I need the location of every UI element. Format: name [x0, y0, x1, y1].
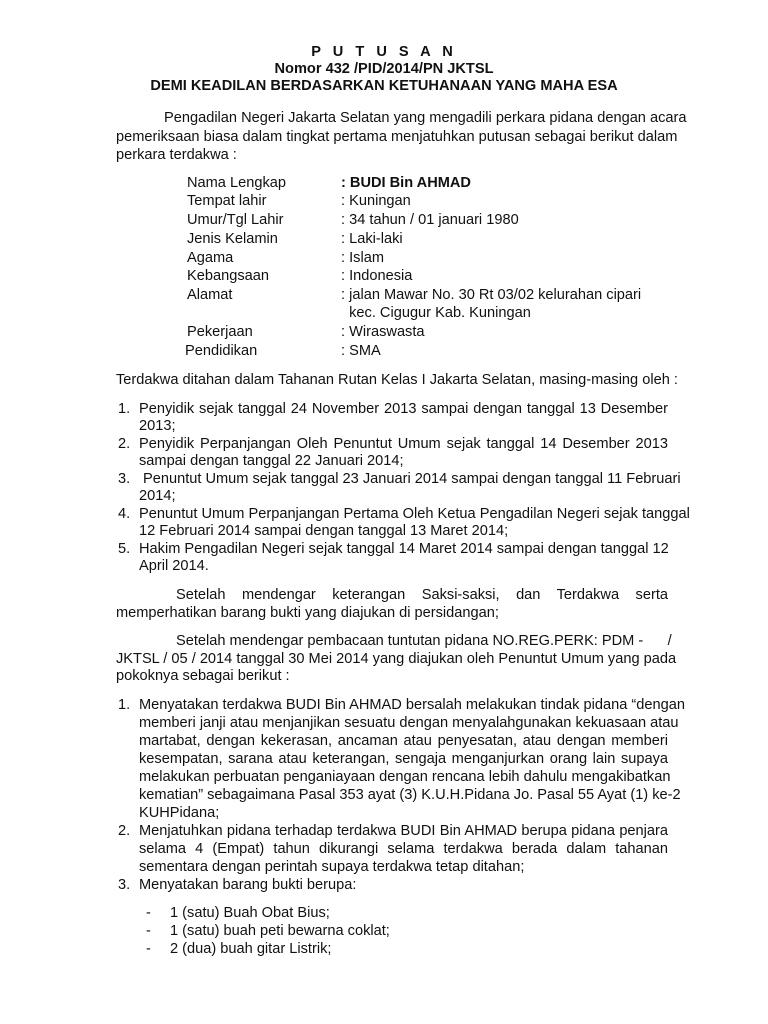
list-item: 2014;: [139, 488, 176, 504]
list-item: Penuntut Umum Perpanjangan Pertama Oleh Ketua Pengadilan Negeri sejak tanggal: [139, 506, 690, 522]
list-number: 4.: [118, 506, 131, 522]
identity-label: Kebangsaan: [187, 268, 269, 284]
paragraph-line: memperhatikan barang bukti yang diajukan di persidangan;: [116, 605, 499, 621]
document-subtitle: DEMI KEADILAN BERDASARKAN KETUHANAAN YANG MAHA ESA: [150, 78, 618, 94]
identity-value: : 34 tahun / 01 januari 1980: [341, 212, 519, 228]
paragraph-line: JKTSL / 05 / 2014 tanggal 30 Mei 2014 yang diajukan oleh Penuntut Umum yang pada: [116, 651, 677, 667]
identity-value: kec. Cigugur Kab. Kuningan: [341, 305, 531, 321]
identity-value: : BUDI Bin AHMAD: [341, 175, 471, 191]
identity-value: : Indonesia: [341, 268, 413, 284]
identity-value: : Wiraswasta: [341, 324, 425, 340]
list-item: Penyidik sejak tanggal 24 November 2013 sampai dengan tanggal 13 Desember: [139, 401, 668, 417]
intro-line: pemeriksaan biasa dalam tingkat pertama menjatuhkan putusan sebagai berikut dalam: [116, 129, 678, 145]
list-item: selama 4 (Empat) tahun dikurangi selama terdakwa berada dalam tahanan: [139, 841, 668, 857]
list-number: 2.: [118, 436, 131, 452]
list-item: Menjatuhkan pidana terhadap terdakwa BUDI Bin AHMAD berupa pidana penjara: [139, 823, 668, 839]
evidence-item: 1 (satu) Buah Obat Bius;: [170, 905, 330, 921]
identity-label: Agama: [187, 250, 234, 266]
identity-label: Pendidikan: [185, 343, 258, 359]
list-bullet: -: [146, 905, 151, 921]
paragraph-line: Setelah mendengar pembacaan tuntutan pidana NO.REG.PERK: PDM - /: [176, 633, 672, 649]
list-item: sampai dengan tanggal 22 Januari 2014;: [139, 453, 404, 469]
list-item: Menyatakan terdakwa BUDI Bin AHMAD bersalah melakukan tindak pidana “dengan: [139, 697, 685, 713]
list-number: 1.: [118, 401, 131, 417]
identity-value: : Laki-laki: [341, 231, 403, 247]
list-item: 2013;: [139, 418, 176, 434]
identity-label: Alamat: [187, 287, 233, 303]
identity-label: Jenis Kelamin: [187, 231, 278, 247]
detention-intro: Terdakwa ditahan dalam Tahanan Rutan Kelas I Jakarta Selatan, masing-masing oleh :: [116, 372, 678, 388]
evidence-item: 2 (dua) buah gitar Listrik;: [170, 941, 332, 957]
list-item: 12 Februari 2014 sampai dengan tanggal 13 Maret 2014;: [139, 523, 509, 539]
identity-label: Pekerjaan: [187, 324, 253, 340]
document-header: [0, 44, 768, 95]
list-number: 3.: [118, 471, 131, 487]
identity-label: Umur/Tgl Lahir: [187, 212, 284, 228]
list-item: April 2014.: [139, 558, 209, 574]
list-bullet: -: [146, 941, 151, 957]
identity-label: Nama Lengkap: [187, 175, 286, 191]
list-item: Hakim Pengadilan Negeri sejak tanggal 14 Maret 2014 sampai dengan tanggal 12: [139, 541, 669, 557]
list-number: 2.: [118, 823, 131, 839]
paragraph-line: Setelah mendengar keterangan Saksi-saksi, dan Terdakwa serta: [176, 587, 668, 603]
list-item: KUHPidana;: [139, 805, 220, 821]
list-item: Penyidik Perpanjangan Oleh Penuntut Umum sejak tanggal 14 Desember 2013: [139, 436, 668, 452]
paragraph-line: pokoknya sebagai berikut :: [116, 668, 290, 684]
identity-value: : jalan Mawar No. 30 Rt 03/02 kelurahan cipari: [341, 287, 642, 303]
list-item: memberi janji atau menjanjikan sesuatu dengan menyalahgunakan kekuasaan atau: [139, 715, 679, 731]
list-item: Menyatakan barang bukti berupa:: [139, 877, 357, 893]
identity-label: Tempat lahir: [187, 193, 267, 209]
intro-line: Pengadilan Negeri Jakarta Selatan yang mengadili perkara pidana dengan acara: [164, 110, 687, 126]
list-item: kesempatan, sarana atau keterangan, sengaja menganjurkan orang lain supaya: [139, 751, 668, 767]
list-item: Penuntut Umum sejak tanggal 23 Januari 2014 sampai dengan tanggal 11 Februari: [143, 471, 681, 487]
case-number: Nomor 432 /PID/2014/PN JKTSL: [274, 61, 494, 77]
list-number: 3.: [118, 877, 131, 893]
identity-value: : SMA: [341, 343, 381, 359]
list-item: martabat, dengan kekerasan, ancaman atau penyesatan, atau dengan memberi: [139, 733, 668, 749]
list-number: 1.: [118, 697, 131, 713]
list-item: melakukan perbuatan penganiayaan dengan rencana lebih dahulu mengakibatkan: [139, 769, 671, 785]
list-item: sementara dengan perintah supaya terdakwa tetap ditahan;: [139, 859, 525, 875]
identity-value: : Islam: [341, 250, 384, 266]
list-number: 5.: [118, 541, 131, 557]
identity-value: : Kuningan: [341, 193, 411, 209]
list-bullet: -: [146, 923, 151, 939]
document-title: P U T U S A N: [311, 44, 457, 60]
list-item: kematian” sebagaimana Pasal 353 ayat (3) K.U.H.Pidana Jo. Pasal 55 Ayat (1) ke-2: [139, 787, 681, 803]
intro-line: perkara terdakwa :: [116, 147, 237, 163]
evidence-item: 1 (satu) buah peti bewarna coklat;: [170, 923, 390, 939]
